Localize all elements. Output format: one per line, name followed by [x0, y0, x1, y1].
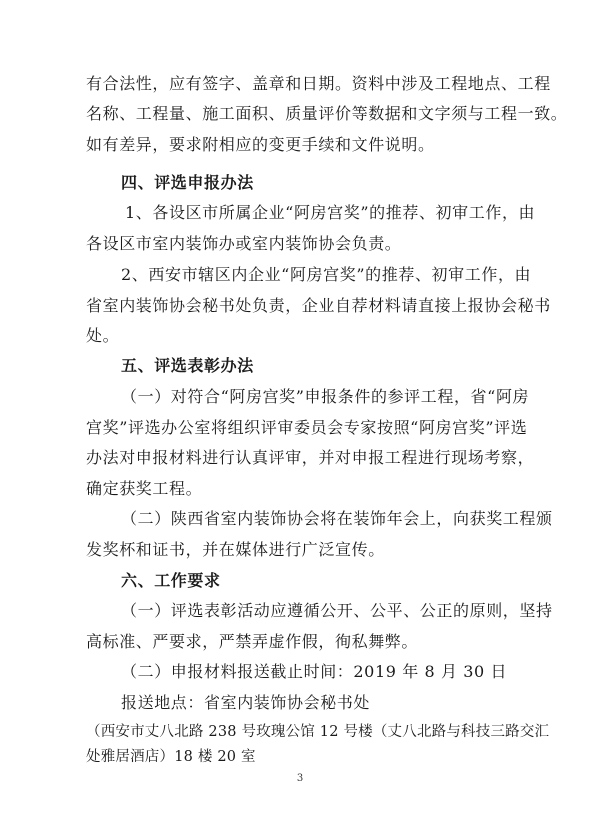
section-heading-5: 五、评选表彰办法 — [121, 356, 254, 375]
paragraph-line-12: 宫奖”评选办公室将组织评审委员会专家按照“阿房宫奖”评选 — [86, 418, 528, 437]
paragraph-line-2: 名称、工程量、施工面积、质量评价等数据和文字须与工程一致。 — [86, 104, 568, 123]
paragraph-line-7: 2、西安市辖区内企业“阿房宫奖”的推荐、初审工作，由 — [121, 265, 532, 284]
section-heading-4: 四、评选申报办法 — [121, 173, 254, 192]
paragraph-line-11: （一）对符合“阿房宫奖”申报条件的参评工程，省“阿房 — [121, 387, 530, 406]
section-heading-6: 六、工作要求 — [121, 571, 221, 590]
paragraph-line-16: 发奖杯和证书，并在媒体进行广泛宣传。 — [86, 540, 385, 559]
submission-location-line: 报送地点：省室内装饰协会秘书处 — [121, 693, 371, 712]
paragraph-line-13: 办法对申报材料进行认真评审，并对申报工程进行现场考察， — [86, 448, 535, 467]
paragraph-line-8: 省室内装饰协会秘书处负责，企业自荐材料请直接上报协会秘书 — [86, 296, 551, 315]
paragraph-line-6: 各设区市室内装饰办或室内装饰协会负责。 — [86, 234, 402, 253]
paragraph-line-15: （二）陕西省室内装饰协会将在装饰年会上，向获奖工程颁 — [121, 509, 553, 528]
address-line-1: （西安市丈八北路 238 号玫瑰公馆 12 号楼（丈八北路与科技三路交汇 — [86, 724, 550, 740]
paragraph-line-1: 有合法性，应有签字、盖章和日期。资料中涉及工程地点、工程 — [86, 74, 551, 93]
address-line-2: 处雅居酒店）18 楼 20 室 — [86, 749, 256, 765]
deadline-line: （二）申报材料报送截止时间：2019 年 8 月 30 日 — [121, 662, 508, 681]
paragraph-line-18: （一）评选表彰活动应遵循公开、公平、公正的原则，坚持 — [121, 601, 553, 620]
paragraph-line-19: 高标准、严要求，严禁弄虚作假，徇私舞弊。 — [86, 632, 419, 651]
paragraph-line-14: 确定获奖工程。 — [86, 479, 203, 498]
paragraph-line-9: 处。 — [86, 326, 120, 345]
page-number: 3 — [296, 773, 304, 784]
paragraph-line-5: 1、各设区市所属企业“阿房宫奖”的推荐、初审工作，由 — [125, 203, 536, 222]
paragraph-line-3: 如有差异，要求附相应的变更手续和文件说明。 — [86, 135, 435, 154]
